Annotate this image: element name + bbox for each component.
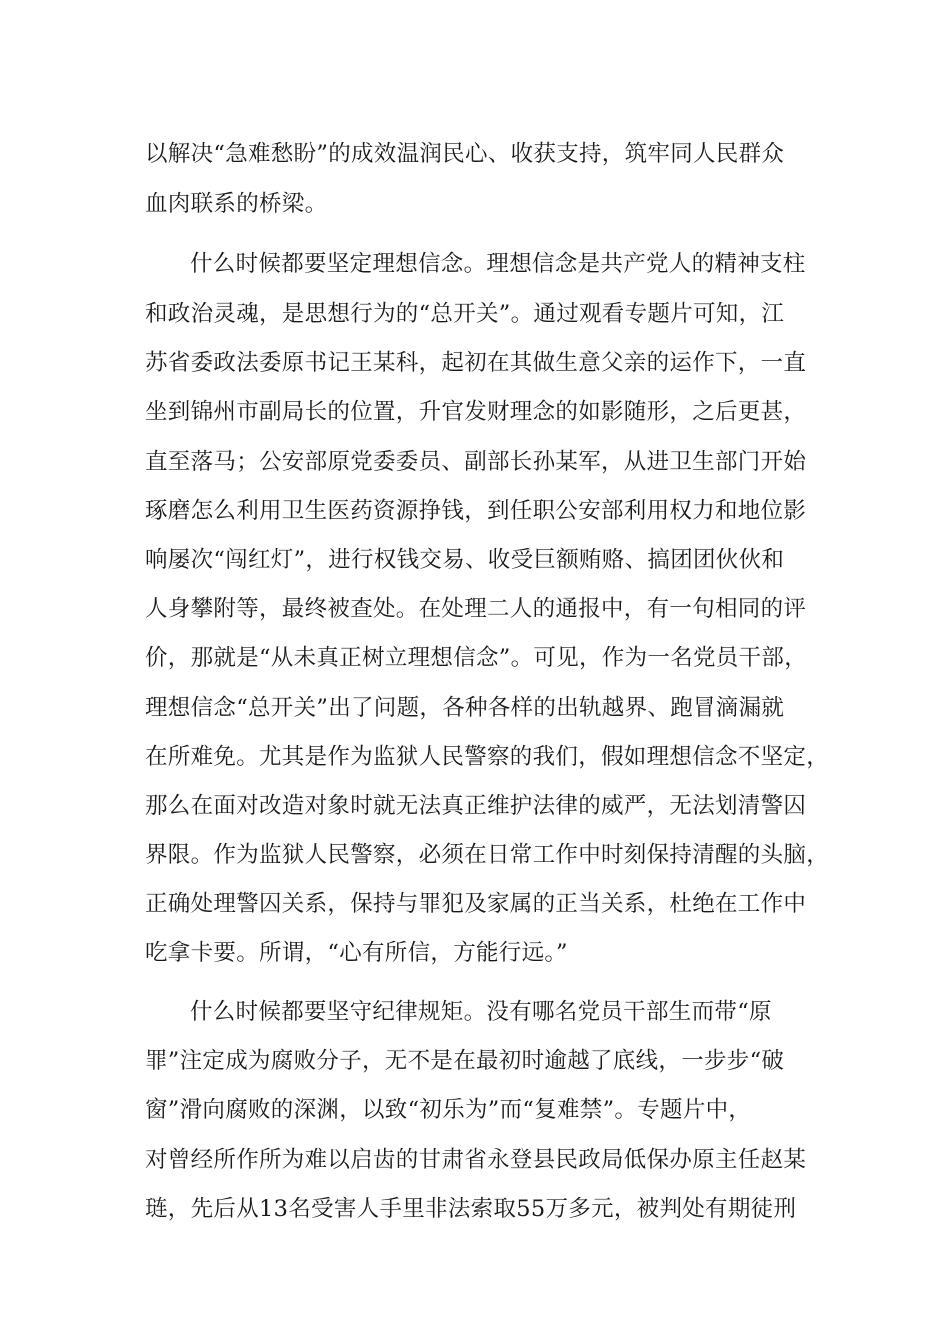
- paragraph-line: 直至落马；公安部原党委委员、副部长孙某军，从进卫生部门开始: [145, 449, 807, 475]
- paragraph-line: 和政治灵魂，是思想行为的“总开关”。通过观看专题片可知，江: [145, 301, 785, 327]
- paragraph-line: 窗”滑向腐败的深渊，以致“初乐为”而“复难禁”。专题片中，: [145, 1097, 752, 1123]
- paragraph-line: 什么时候都要坚守纪律规矩。没有哪名党员干部生而带“原: [190, 999, 772, 1025]
- paragraph-line: 理想信念“总开关”出了问题，各种各样的出轨越界、跑冒滴漏就: [145, 695, 785, 721]
- paragraph-line: 价，那就是“从未真正树立理想信念”。可见，作为一名党员干部，: [145, 645, 808, 671]
- paragraph-line: 琏，先后从13名受害人手里非法索取55万多元，被判处有期徒刑: [145, 1196, 797, 1222]
- paragraph-line: 罪”注定成为腐败分子，无不是在最初时逾越了底线，一步步“破: [145, 1048, 785, 1074]
- paragraph-line: 界限。作为监狱人民警察，必须在日常工作中时刻保持清醒的头脑，: [145, 842, 830, 868]
- paragraph-line: 吃拿卡要。所谓，“心有所信，方能行远。”: [145, 940, 568, 966]
- paragraph-line: 那么在面对改造对象时就无法真正维护法律的威严，无法划清警囚: [145, 793, 807, 819]
- paragraph-line: 在所难免。尤其是作为监狱人民警察的我们，假如理想信念不坚定，: [145, 744, 830, 770]
- paragraph-line: 人身攀附等，最终被查处。在处理二人的通报中，有一句相同的评: [145, 596, 807, 622]
- paragraph-line: 响屡次“闯红灯”，进行权钱交易、收受巨额贿赂、搞团团伙伙和: [145, 547, 785, 573]
- paragraph-line: 什么时候都要坚定理想信念。理想信念是共产党人的精神支柱: [190, 251, 806, 277]
- paragraph-line: 苏省委政法委原书记王某科，起初在其做生意父亲的运作下，一直: [145, 350, 807, 376]
- paragraph-line: 血肉联系的桥梁。: [145, 191, 328, 217]
- paragraph-line: 正确处理警囚关系，保持与罪犯及家属的正当关系，杜绝在工作中: [145, 891, 807, 917]
- paragraph-line: 坐到锦州市副局长的位置，升官发财理念的如影随形，之后更甚，: [145, 399, 807, 425]
- paragraph-line: 以解决“急难愁盼”的成效温润民心、收获支持，筑牢同人民群众: [145, 141, 785, 167]
- paragraph-line: 琢磨怎么利用卫生医药资源挣钱，到任职公安部利用权力和地位影: [145, 498, 807, 524]
- paragraph-line: 对曾经所作所为难以启齿的甘肃省永登县民政局低保办原主任赵某: [145, 1147, 807, 1173]
